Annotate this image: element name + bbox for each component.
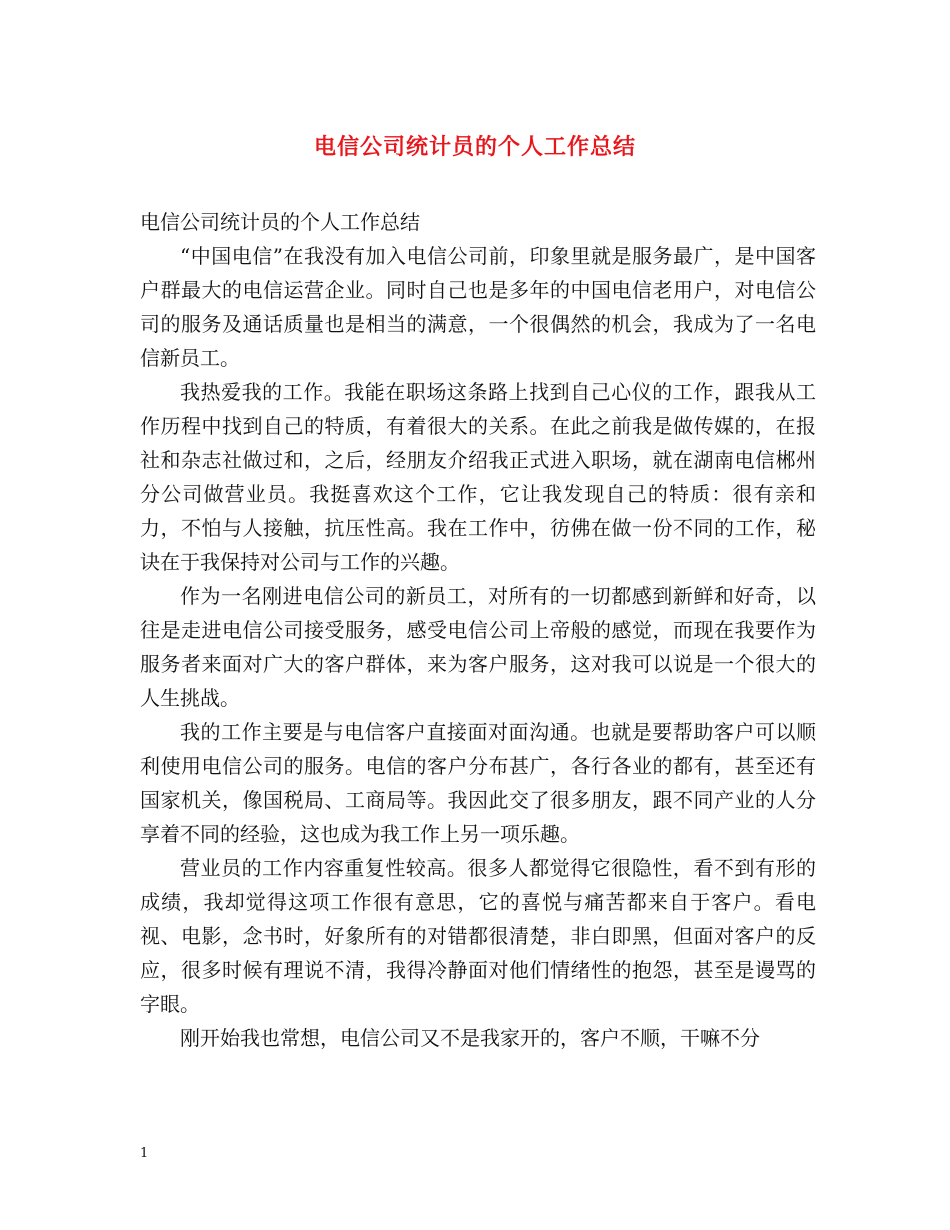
paragraph-2: 我热爱我的工作。我能在职场这条路上找到自己心仪的工作，跟我从工作历程中找到自己的特质，有着很大的关系。在此之前我是做传媒的，在报社和杂志社做过和，之后，经朋友介绍我正式进入职场，就在湖南电信郴州分公司做营业员。我挺喜欢这个工作，它让我发现自己的特质：很有亲和力，不怕与人接触，抗压性高。我在工作中，彷佛在做一份不同的工作，秘诀在于我保持对公司与工作的兴趣。 bbox=[140, 380, 816, 574]
paragraph-3: 作为一名刚进电信公司的新员工，对所有的一切都感到新鲜和好奇，以往是走进电信公司接受服务，感受电信公司上帝般的感觉，而现在我要作为服务者来面对广大的客户群体，来为客户服务，这对我可以说是一个很大的人生挑战。 bbox=[140, 584, 816, 710]
page-number: 1 bbox=[140, 1146, 149, 1161]
paragraph-5: 营业员的工作内容重复性较高。很多人都觉得它很隐性，看不到有形的成绩，我却觉得这项工作很有意思，它的喜悦与痛苦都来自于客户。看电视、电影，念书时，好象所有的对错都很清楚，非白即黑，但面对客户的反应，很多时候有理说不清，我得冷静面对他们情绪性的抱怨，甚至是谩骂的字眼。 bbox=[140, 856, 816, 1016]
document-title: 电信公司统计员的个人工作总结 bbox=[313, 134, 636, 160]
paragraph-6: 刚开始我也常想，电信公司又不是我家开的，客户不顺，干嘛不分 bbox=[180, 1026, 760, 1050]
paragraph-1: “中国电信”在我没有加入电信公司前，印象里就是服务最广，是中国客户群最大的电信运营企业。同时自己也是多年的中国电信老用户，对电信公司的服务及通话质量也是相当的满意，一个很偶然的机会，我成为了一名电信新员工。 bbox=[140, 244, 816, 370]
document-body bbox=[140, 205, 816, 1055]
paragraph-4: 我的工作主要是与电信客户直接面对面沟通。也就是要帮助客户可以顺利使用电信公司的服务。电信的客户分布甚广，各行各业的都有，甚至还有国家机关，像国税局、工商局等。我因此交了很多朋友，跟不同产业的人分享着不同的经验，这也成为我工作上另一项乐趣。 bbox=[140, 720, 816, 846]
document-subtitle: 电信公司统计员的个人工作总结 bbox=[140, 210, 420, 234]
